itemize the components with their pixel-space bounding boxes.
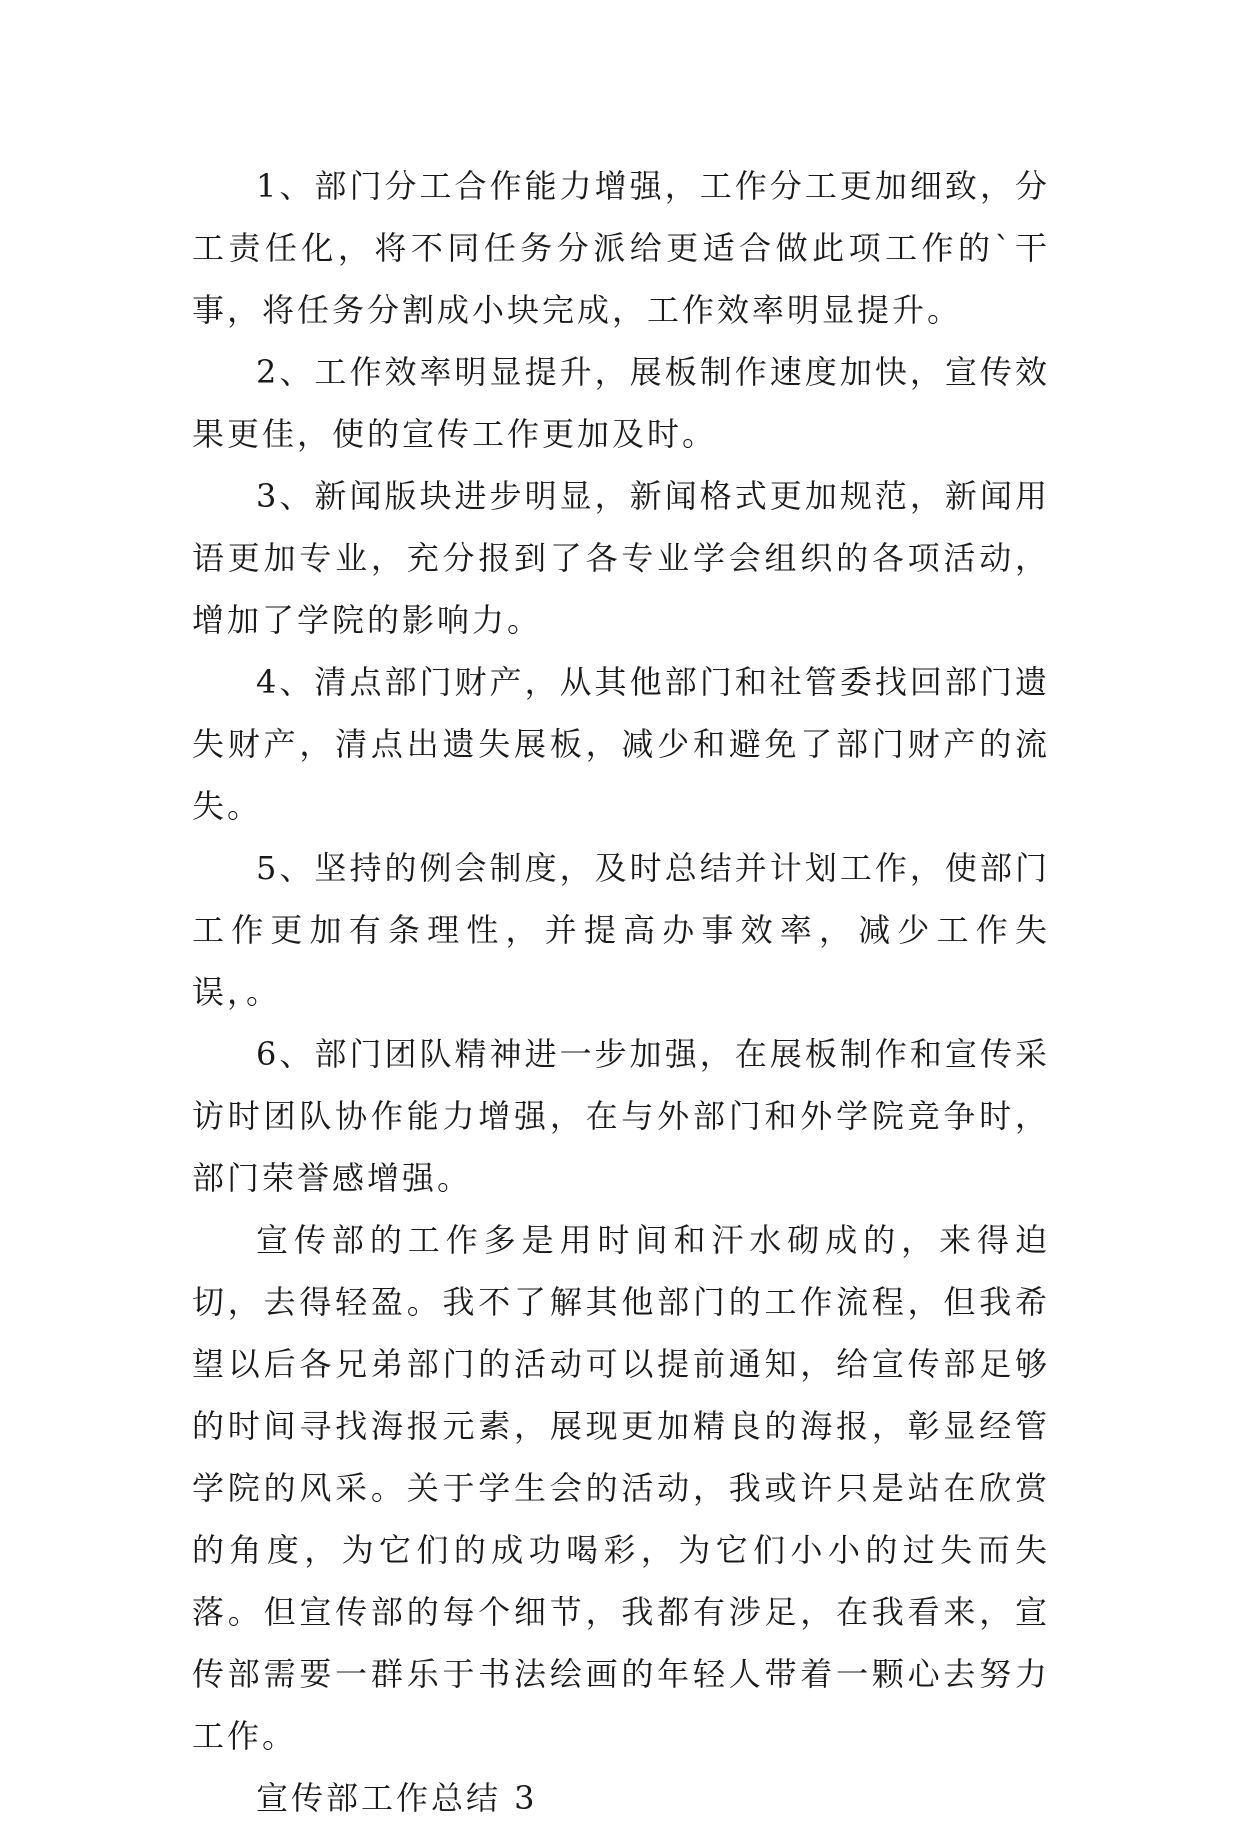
paragraph-item-4: 4、清点部门财产，从其他部门和社管委找回部门遗失财产，清点出遗失展板，减少和避免了部门财产的流失。 xyxy=(192,663,1050,825)
document-body xyxy=(192,155,1050,1829)
paragraph-item-1: 1、部门分工合作能力增强，工作分工更加细致，分工责任化，将不同任务分派给更适合做此项工作的`干事，将任务分割成小块完成，工作效率明显提升。 xyxy=(192,167,1050,329)
paragraph-item-2: 2、工作效率明显提升，展板制作速度加快，宣传效果更佳，使的宣传工作更加及时。 xyxy=(192,353,1050,453)
paragraph-item-6: 6、部门团队精神进一步加强，在展板制作和宣传采访时团队协作能力增强，在与外部门和外学院竞争时，部门荣誉感增强。 xyxy=(192,1035,1050,1197)
paragraph-item-5: 5、坚持的例会制度，及时总结并计划工作，使部门工作更加有条理性，并提高办事效率，减少工作失误，。 xyxy=(192,849,1050,1011)
paragraph-item-3: 3、新闻版块进步明显，新闻格式更加规范，新闻用语更加专业，充分报到了各专业学会组织的各项活动，增加了学院的影响力。 xyxy=(192,477,1050,639)
paragraph-summary: 宣传部的工作多是用时间和汗水砌成的，来得迫切，去得轻盈。我不了解其他部门的工作流程，但我希望以后各兄弟部门的活动可以提前通知，给宣传部足够的时间寻找海报元素，展现更加精良的海报，彰显经管学院的风采。关于学生会的活动，我或许只是站在欣赏的角度，为它们的成功喝彩，为它们小小的过失而失落。但宣传部的每个细节，我都有涉足，在我看来，宣传部需要一群乐于书法绘画的年轻人带着一颗心去努力工作。 xyxy=(192,1221,1050,1755)
section-heading: 宣传部工作总结 3 xyxy=(256,1779,538,1817)
